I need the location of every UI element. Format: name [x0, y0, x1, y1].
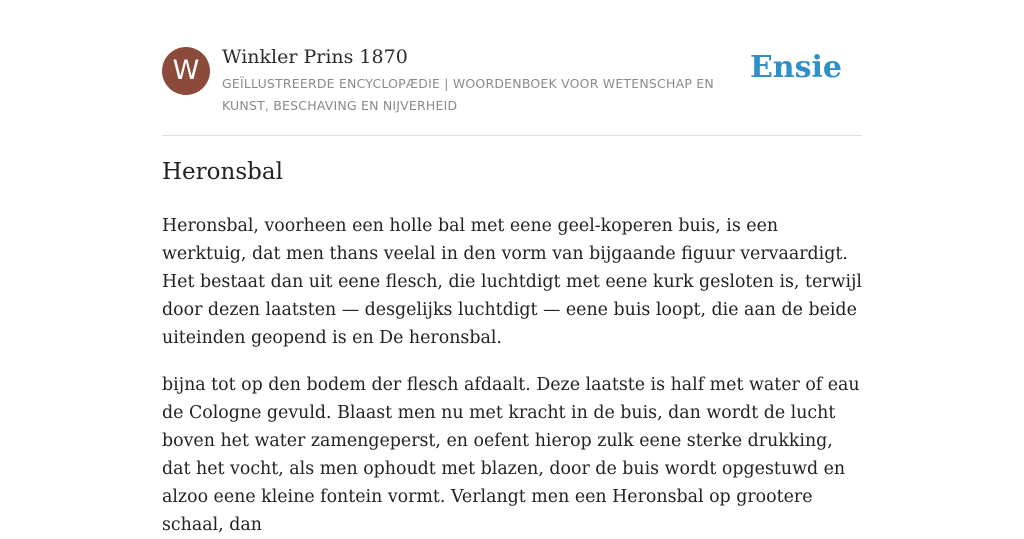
ensie-logo-link[interactable]: Ensie — [749, 50, 842, 85]
source-avatar: W — [162, 47, 210, 95]
source-subtitle: GEÏLLUSTREERDE ENCYCLOPÆDIE | WOORDENBOEK VOOR WETENSCHAP EN KUNST, BESCHAVING EN NIJVERHEID — [222, 76, 714, 113]
source-header — [162, 40, 862, 135]
article-paragraph-2: bijna tot op den bodem der flesch afdaalt. Deze laatste is half met water of eau de Cologne gevuld. Blaast men nu met kracht in de buis, dan wordt de lucht boven het water zamengeperst, en oefent hierop zulk eene sterke drukking, dat het vocht, als men ophoudt met blazen, door de buis wordt opgestuwd en alzoo eene kleine fontein vormt. Verlangt men een Heronsbal op grootere schaal, dan — [162, 375, 860, 535]
article-title: Heronsbal — [162, 159, 283, 185]
header-divider — [162, 135, 862, 136]
article-paragraph-1: Heronsbal, voorheen een holle bal met eene geel-koperen buis, is een werktuig, dat men thans veelal in den vorm van bijgaande figuur vervaardigt. Het bestaat dan uit eene flesch, die luchtdigt met eene kurk gesloten is, terwijl door dezen laatsten — desgelijks luchtdigt — eene buis loopt, die aan de beide uiteinden geopend is en De heronsbal. — [162, 216, 862, 348]
source-title[interactable]: Winkler Prins 1870 — [222, 46, 408, 68]
